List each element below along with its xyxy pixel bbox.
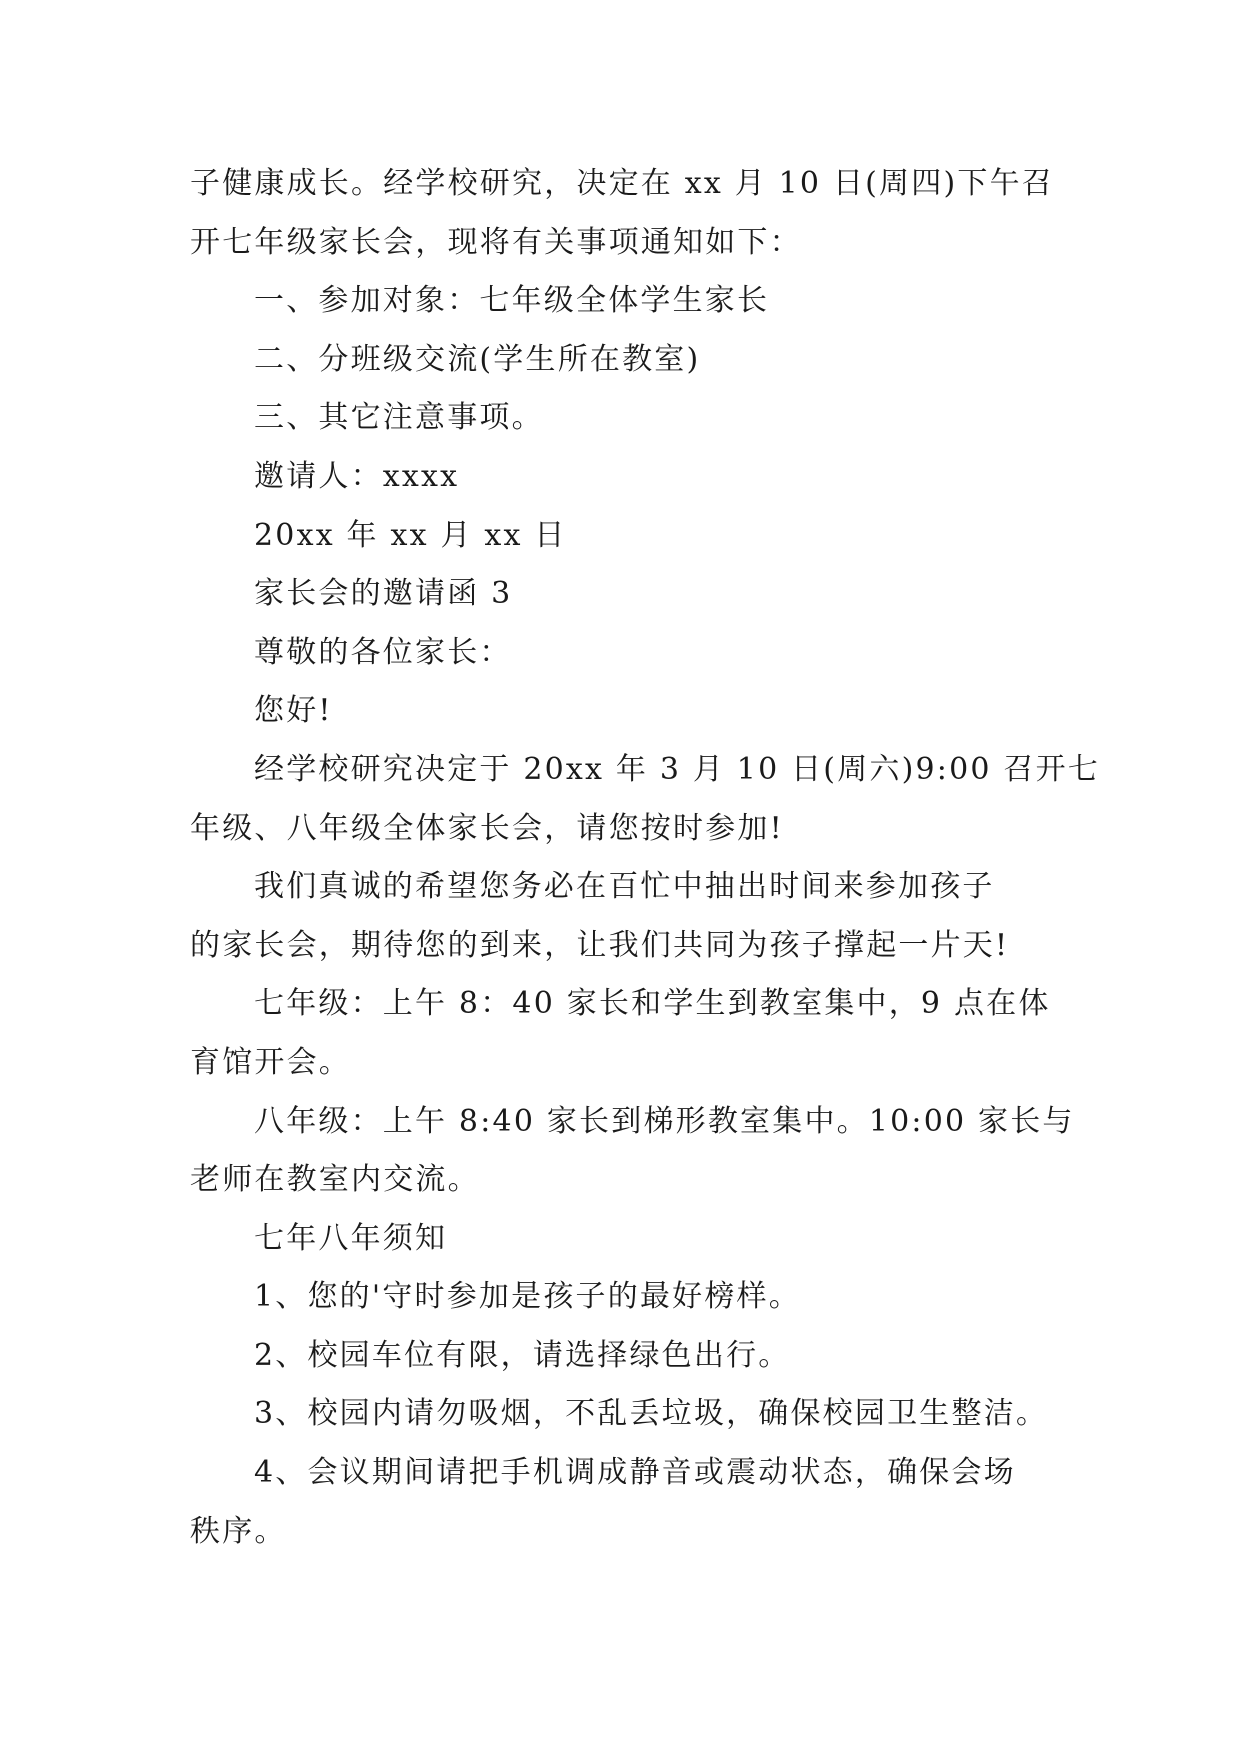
document-body (190, 155, 1101, 1561)
list-item-participants: 一、参加对象：七年级全体学生家长 (254, 283, 770, 319)
body-line: 的家长会，期待您的到来，让我们共同为孩子撑起一片天! (190, 927, 1010, 963)
notice-item: 4、会议期间请把手机调成静音或震动状态，确保会场 (254, 1455, 1016, 1491)
body-line: 育馆开会。 (190, 1044, 351, 1080)
notice-item: 3、校园内请勿吸烟，不乱丢垃圾，确保校园卫生整洁。 (254, 1396, 1049, 1432)
notice-heading: 七年八年须知 (254, 1220, 448, 1256)
body-line: 经学校研究决定于 20xx 年 3 月 10 日(周六)9:00 召开七 (254, 751, 1101, 787)
notice-item: 1、您的'守时参加是孩子的最好榜样。 (254, 1279, 801, 1315)
body-line: 开七年级家长会，现将有关事项通知如下： (190, 224, 802, 260)
body-line: 年级、八年级全体家长会，请您按时参加! (190, 810, 784, 846)
inviter-line: 邀请人：xxxx (254, 458, 460, 494)
notice-item-continuation: 秩序。 (190, 1513, 287, 1549)
date-line: 20xx 年 xx 月 xx 日 (254, 517, 567, 553)
body-line: 子健康成长。经学校研究，决定在 xx 月 10 日(周四)下午召 (190, 166, 1054, 201)
salutation: 尊敬的各位家长： (254, 634, 512, 670)
list-item-notes: 三、其它注意事项。 (254, 400, 544, 436)
section-heading: 家长会的邀请函 3 (254, 576, 513, 612)
body-line: 老师在教室内交流。 (190, 1162, 480, 1198)
list-item-class-exchange: 二、分班级交流(学生所在教室) (254, 341, 701, 377)
notice-item: 2、校园车位有限，请选择绿色出行。 (254, 1337, 791, 1373)
body-line: 我们真诚的希望您务必在百忙中抽出时间来参加孩子 (254, 869, 995, 905)
greeting: 您好! (254, 693, 333, 729)
body-line: 八年级：上午 8:40 家长到梯形教室集中。10:00 家长与 (254, 1103, 1075, 1139)
body-line: 七年级：上午 8：40 家长和学生到教室集中，9 点在体 (254, 986, 1051, 1022)
